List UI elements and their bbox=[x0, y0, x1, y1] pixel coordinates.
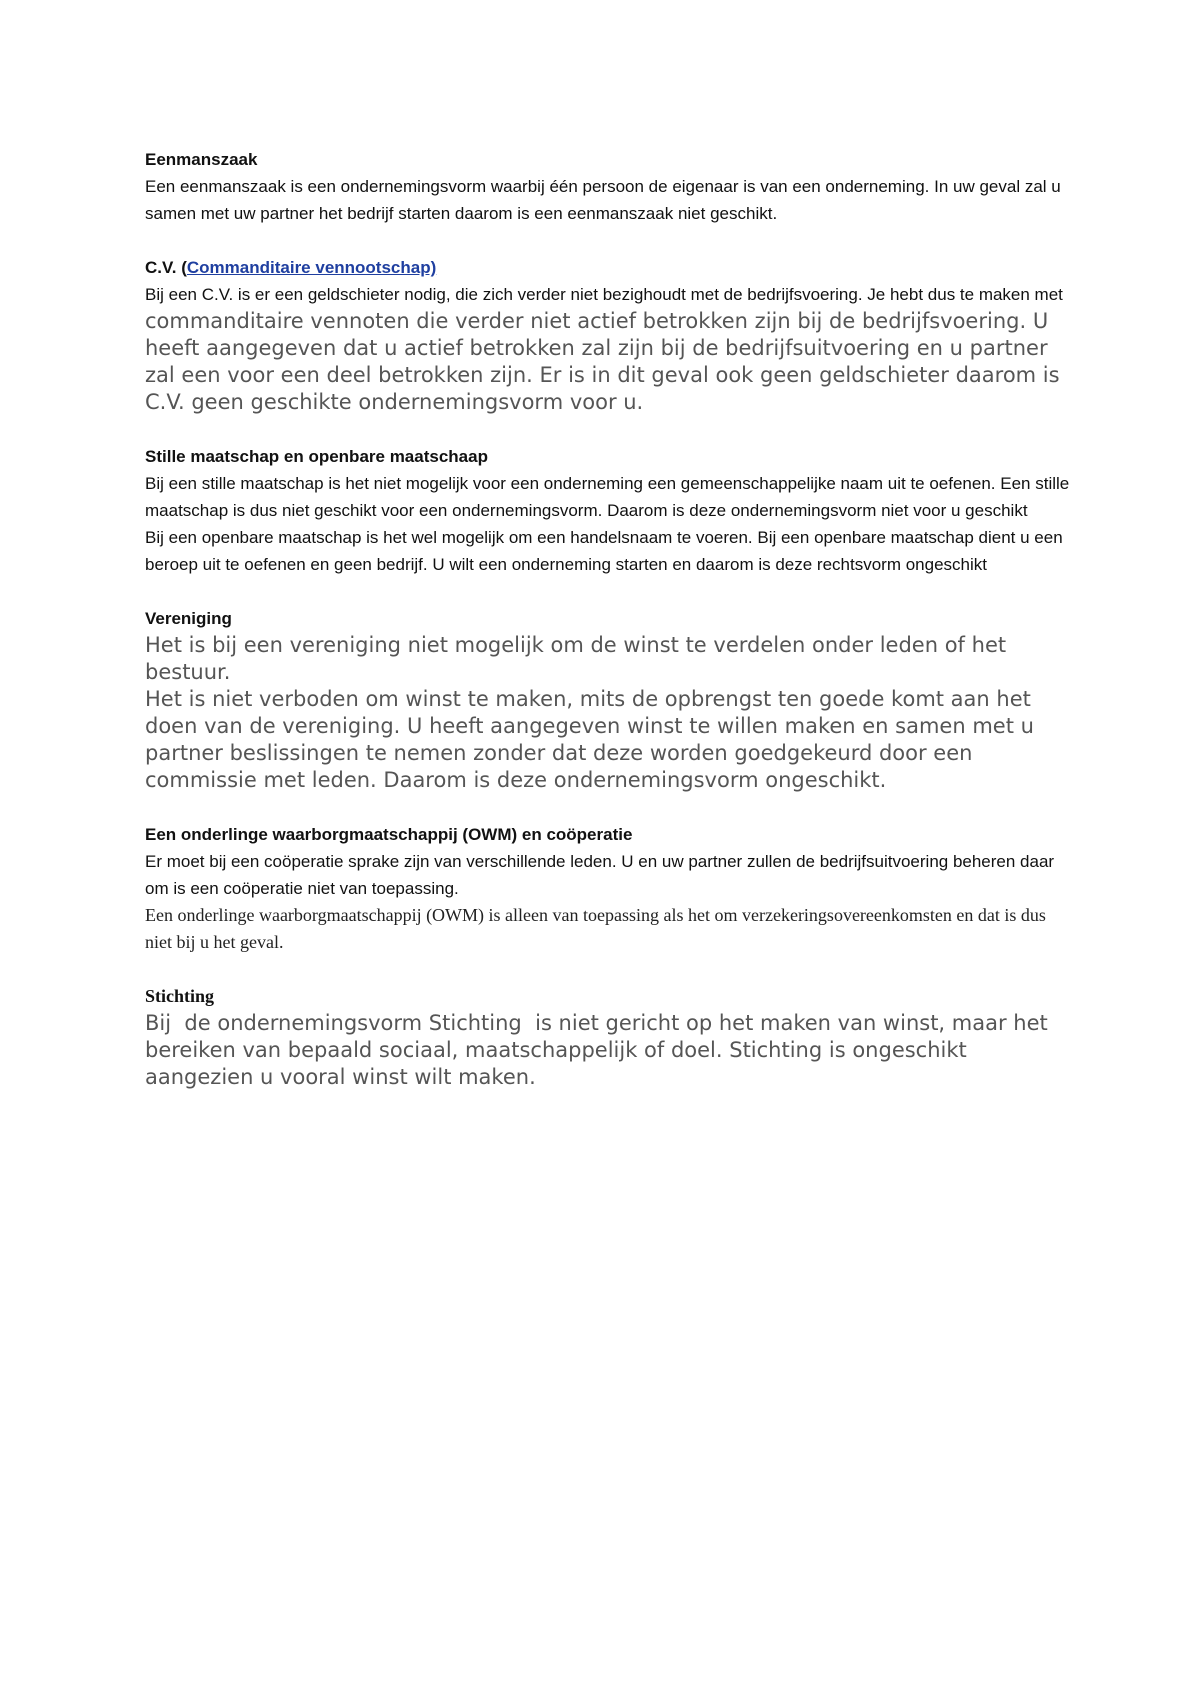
heading-eenmanszaak: Eenmanszaak bbox=[145, 150, 258, 169]
text-owm: Een onderlinge waarborgmaatschappij (OWM) is alleen van toepassing als het om verzekeringsovereenkomsten en dat is dus niet bij u het geval. bbox=[145, 905, 1046, 952]
text-stichting: Bij de ondernemingsvorm Stichting is niet gericht op het maken van winst, maar het bereiken van bepaald sociaal, maatschappelijk of doel. Stichting is ongeschikt aangezien u vooral winst wilt maken. bbox=[145, 1011, 1055, 1089]
heading-cv-prefix: C.V. ( bbox=[145, 258, 187, 277]
text-cv-big: commanditaire vennoten die verder niet actief betrokken zijn bij de bedrijfsvoering. U heeft aangegeven dat u actief betrokken zal zijn bij de bedrijfsuitvoering en u partner zal een voor een deel betrokken zijn. Er is in dit geval ook geen geldschieter daarom is C.V. geen geschikte ondernemingsvorm voor u. bbox=[145, 309, 1060, 414]
text-openbare-maatschap: Bij een openbare maatschap is het wel mogelijk om een handelsnaam te voeren. Bij een openbare maatschap dient u een beroep uit te oefenen en geen bedrijf. U wilt een onderneming starten en daarom is deze rechtsvorm ongeschikt bbox=[145, 528, 1063, 574]
heading-cv bbox=[145, 254, 1075, 281]
document-page bbox=[145, 146, 1075, 1091]
heading-owm: Een onderlinge waarborgmaatschappij (OWM) en coöperatie bbox=[145, 825, 633, 844]
text-stille-maatschap: Bij een stille maatschap is het niet mogelijk voor een onderneming een gemeenschappelijke naam uit te oefenen. Een stille maatschap is dus niet geschikt voor een ondernemingsvorm. Daarom is deze ondernemingsvorm niet voor u geschikt bbox=[145, 474, 1070, 520]
text-cv bbox=[145, 281, 1075, 416]
text-cv-small: Bij een C.V. is er een geldschieter nodig, die zich verder niet bezighoudt met de bedrijfsvoering. Je hebt dus te maken met bbox=[145, 285, 1063, 304]
text-eenmanszaak: Een eenmanszaak is een ondernemingsvorm waarbij één persoon de eigenaar is van een onderneming. In uw geval zal u samen met uw partner het bedrijf starten daarom is een eenmanszaak niet geschikt. bbox=[145, 177, 1061, 223]
text-vereniging-1: Het is bij een vereniging niet mogelijk om de winst te verdelen onder leden of het bestuur. bbox=[145, 633, 1007, 684]
heading-maatschap: Stille maatschap en openbare maatschaap bbox=[145, 447, 488, 466]
heading-vereniging: Vereniging bbox=[145, 609, 232, 628]
cv-link[interactable]: Commanditaire vennootschap) bbox=[186, 258, 437, 277]
text-vereniging-2: Het is niet verboden om winst te maken, mits de opbrengst ten goede komt aan het doen van de vereniging. U heeft aangegeven winst te willen maken en samen met u partner beslissingen te nemen zonder dat deze worden goedgekeurd door een commissie met leden. Daarom is deze ondernemingsvorm ongeschikt. bbox=[145, 687, 1034, 792]
text-cooperatie: Er moet bij een coöperatie sprake zijn van verschillende leden. U en uw partner zullen de bedrijfsuitvoering beheren daar om is een coöperatie niet van toepassing. bbox=[145, 852, 1055, 898]
heading-stichting: Stichting bbox=[145, 986, 215, 1006]
